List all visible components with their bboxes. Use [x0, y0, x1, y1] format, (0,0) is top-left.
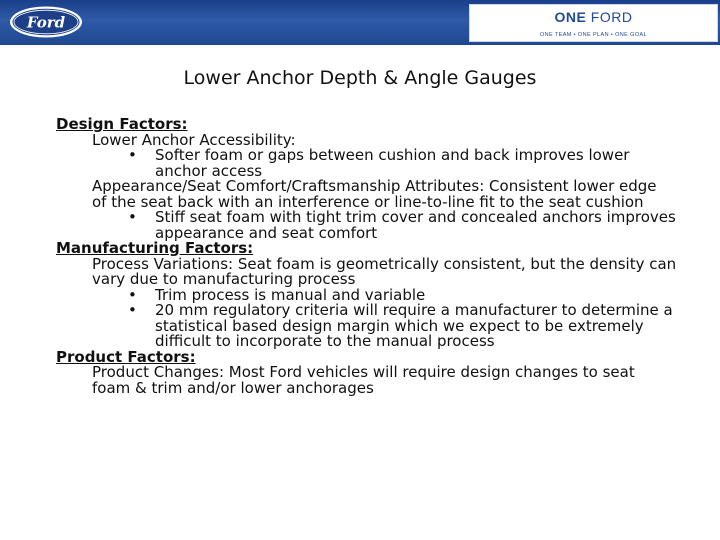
- list-item-text: Softer foam or gaps between cushion and back improves lower: [155, 146, 630, 164]
- header-banner: [0, 0, 720, 45]
- manufacturing-sub1-line2: vary due to manufacturing process: [92, 270, 356, 288]
- list-item-cont: appearance and seat comfort: [155, 223, 378, 242]
- list-item: [56, 148, 696, 164]
- bullet-icon: •: [128, 146, 137, 164]
- design-sub1: Lower Anchor Accessibility:: [92, 130, 296, 149]
- list-item-cont: statistical based design margin which we expect to be extremely: [155, 316, 644, 335]
- slide-body: [56, 117, 696, 396]
- ford-logo-text: Ford: [26, 13, 66, 32]
- brand-rest: FORD: [590, 9, 633, 25]
- bullet-icon: •: [128, 301, 137, 319]
- product-sub1-line2: foam & trim and/or lower anchorages: [92, 378, 374, 397]
- brand-strong: ONE: [554, 9, 587, 25]
- list-item-text: 20 mm regulatory criteria will require a manufacturer to determine a: [155, 301, 673, 319]
- ford-logo: [8, 5, 84, 39]
- manufacturing-sub1-line1: Process Variations: Seat foam is geometrically consistent, but the density can: [92, 254, 677, 273]
- one-ford-title: [470, 9, 717, 25]
- list-item-text: Stiff seat foam with tight trim cover and concealed anchors improves: [155, 208, 676, 226]
- design-sub2-line1: Appearance/Seat Comfort/Craftsmanship Attributes: Consistent lower edge: [92, 177, 657, 195]
- design-factors-heading: Design Factors:: [56, 115, 188, 133]
- product-sub1-line1: Product Changes: Most Ford vehicles will require design changes to seat: [92, 363, 635, 381]
- page-title: Lower Anchor Depth & Angle Gauges: [183, 67, 537, 89]
- one-ford-badge: [469, 4, 718, 42]
- list-item-cont: difficult to incorporate to the manual process: [155, 332, 495, 350]
- bullet-icon: •: [128, 208, 137, 226]
- design-sub2-line2: of the seat back with an interference or line-to-line fit to the seat cushion: [92, 192, 644, 211]
- one-ford-tagline: ONE TEAM • ONE PLAN • ONE GOAL: [539, 32, 648, 38]
- manufacturing-factors-heading: Manufacturing Factors:: [56, 239, 254, 257]
- list-item-text: Trim process is manual and variable: [155, 285, 426, 304]
- list-item-cont: anchor access: [155, 161, 263, 180]
- product-factors-heading: Product Factors:: [56, 347, 196, 366]
- bullet-icon: •: [128, 285, 137, 304]
